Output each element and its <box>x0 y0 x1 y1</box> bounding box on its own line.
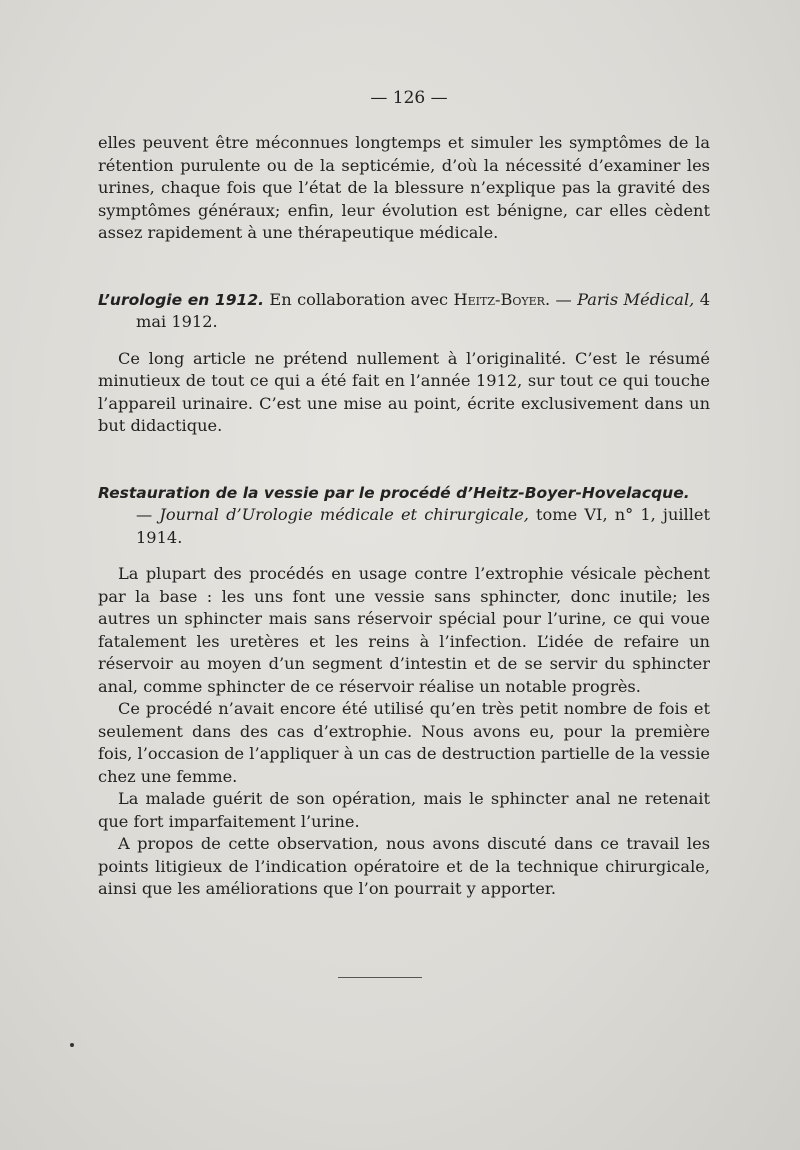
entry-title: L’urologie en 1912. <box>98 290 265 309</box>
entry-source-separator: . — <box>544 289 578 309</box>
entry-collab-prefix: En collaboration avec <box>264 289 454 309</box>
margin-dot <box>70 1043 74 1047</box>
page-content <box>98 88 710 901</box>
entry-source: Paris Médical, <box>577 289 695 309</box>
entry-paragraph: Ce long article ne prétend nullement à l’originalité. C’est le résumé minutieux de tout ce qui a été fait en l’année 1912, sur tout ce qui touche l’appareil urinaire. C’est une mise au point, écrite exclusivement dans un but didactique. <box>98 348 710 435</box>
entry-date: tome VI, n° 1, juillet 1914. <box>136 505 710 547</box>
entry-heading <box>98 289 710 334</box>
entry-title: Restauration de la vessie par le procédé d’Heitz-Boyer-Hovelacque. <box>98 483 690 502</box>
entry-source-separator: — <box>136 505 160 524</box>
entry-paragraph: A propos de cette observation, nous avons discuté dans ce travail les points litigieux de l’indication opératoire et de la technique chirurgicale, ainsi que les améliorations que l’on pourrait y apporter. <box>98 834 710 898</box>
entry-paragraph: La plupart des procédés en usage contre l’extrophie vésicale pèchent par la base : les uns font une vessie sans sphincter, donc inutile; les autres un sphincter mais sans réservoir spécial pour l’urine, ce qui voue fatalement les uretères et les reins à l’infection. L’idée de refaire un réservoir au moyen d’un segment d’intestin et de se servir du sphincter anal, comme sphincter de ce réservoir réalise un notable progrès. <box>98 564 710 696</box>
page-number: — 126 — <box>370 88 448 108</box>
end-rule <box>338 977 422 978</box>
entry-heading <box>98 482 710 550</box>
entry-paragraph: Ce procédé n’avait encore été utilisé qu’en très petit nombre de fois et seulement dans des cas d’extrophie. Nous avons eu, pour la première fois, l’occasion de l’appliquer à un cas de destruction partielle de la vessie chez une femme. <box>98 699 710 786</box>
entry-date: 4 mai 1912. <box>136 289 710 331</box>
entry-collaborator: Heitz-Boyer <box>453 289 545 309</box>
intro-paragraph: elles peuvent être méconnues longtemps et simuler les symptômes de la rétention purulente ou de la septicémie, d’où la nécessité d’examiner les urines, chaque fois que l’état de la blessure n’explique pas la gravité des symptômes généraux; enfin, leur évolution est bénigne, car elles cèdent assez rapidement à une thérapeutique médicale. <box>98 133 710 242</box>
entry-source: Journal d’Urologie médicale et chirurgicale, <box>159 505 529 524</box>
entry-paragraph: La malade guérit de son opération, mais le sphincter anal ne retenait que fort imparfaitement l’urine. <box>98 789 710 831</box>
